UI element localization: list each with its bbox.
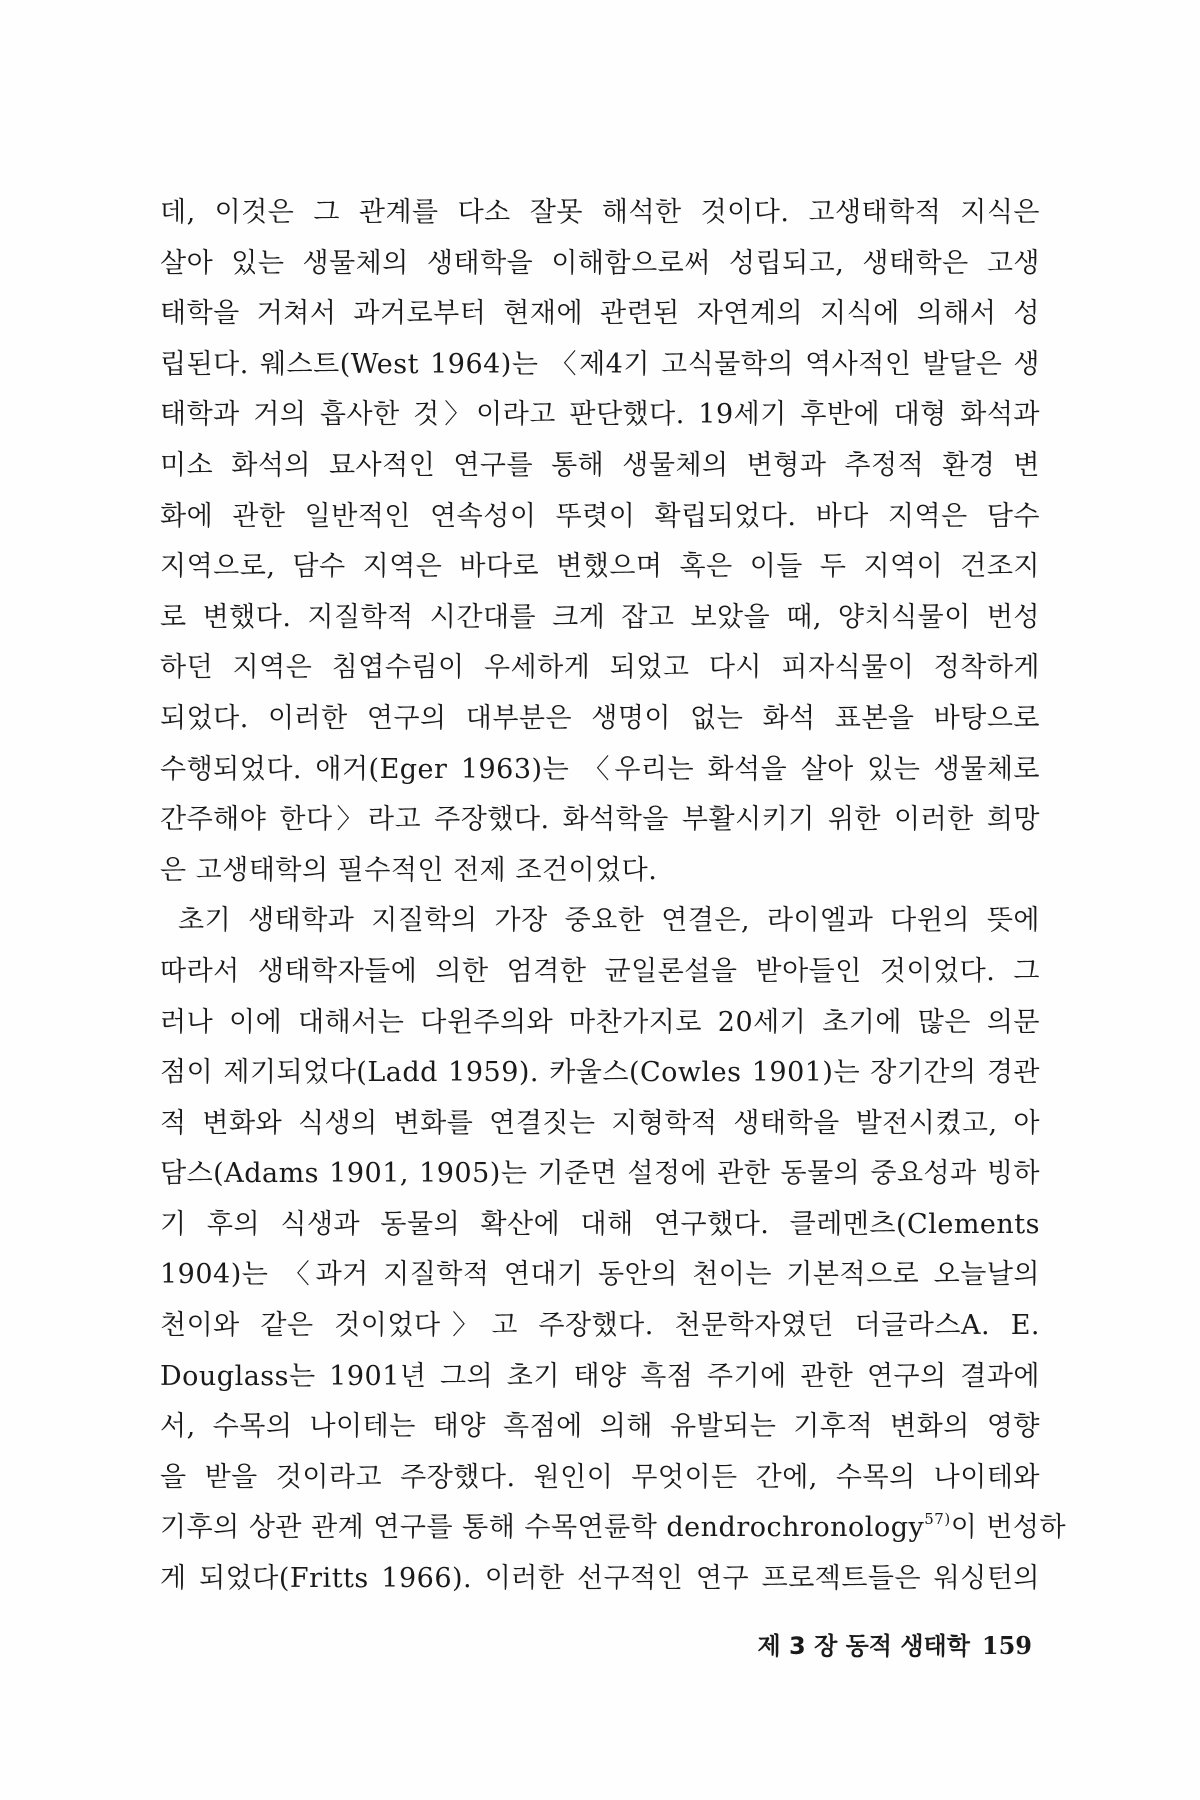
text-line: 하던 지역은 침엽수림이 우세하게 되었고 다시 피자식물이 정착하게 bbox=[160, 652, 1040, 684]
text-line: 점이 제기되었다(Ladd 1959). 카울스(Cowles 1901)는 장기간의 경관 bbox=[160, 1057, 1040, 1089]
running-chapter-title: 제 3 장 동적 생태학 bbox=[757, 1632, 970, 1660]
text-line: 립된다. 웨스트(West 1964)는 〈제4기 고식물학의 역사적인 발달은 생 bbox=[160, 348, 1040, 380]
text-line: 게 되었다(Fritts 1966). 이러한 선구적인 연구 프로젝트들은 워싱턴의 bbox=[160, 1563, 1040, 1595]
text-line: 러나 이에 대해서는 다윈주의와 마찬가지로 20세기 초기에 많은 의문 bbox=[160, 1006, 1040, 1038]
footnote-marker[interactable]: 57) bbox=[924, 1510, 951, 1529]
line-text: 이 번성하 bbox=[950, 1512, 1067, 1544]
text-line: 은 고생태학의 필수적인 전제 조건이었다. bbox=[160, 854, 658, 886]
text-line: 초기 생태학과 지질학의 가장 중요한 연결은, 라이엘과 다윈의 뜻에 bbox=[178, 905, 1040, 937]
line-text: 기후의 상관 관계 연구를 통해 수목연륜학 dendrochronology bbox=[160, 1512, 925, 1544]
text-line-with-footnote bbox=[160, 1503, 1067, 1554]
text-line: Douglass는 1901년 그의 초기 태양 흑점 주기에 관한 연구의 결과에 bbox=[160, 1360, 1040, 1392]
text-line: 되었다. 이러한 연구의 대부분은 생명이 없는 화석 표본을 바탕으로 bbox=[160, 702, 1040, 734]
text-line: 지역으로, 담수 지역은 바다로 변했으며 혹은 이들 두 지역이 건조지 bbox=[160, 551, 1040, 583]
text-line: 수행되었다. 애거(Eger 1963)는 〈우리는 화석을 살아 있는 생물체로 bbox=[160, 753, 1040, 785]
text-line: 천이와 같은 것이었다〉고 주장했다. 천문학자였던 더글라스A. E. bbox=[160, 1310, 1040, 1342]
text-line: 담스(Adams 1901, 1905)는 기준면 설정에 관한 동물의 중요성과 빙하 bbox=[160, 1158, 1040, 1190]
text-line: 을 받을 것이라고 주장했다. 원인이 무엇이든 간에, 수목의 나이테와 bbox=[160, 1461, 1040, 1493]
text-line: 1904)는 〈과거 지질학적 연대기 동안의 천이는 기본적으로 오늘날의 bbox=[160, 1259, 1040, 1291]
text-line: 간주해야 한다〉라고 주장했다. 화석학을 부활시키기 위한 이러한 희망 bbox=[160, 804, 1040, 836]
text-line: 서, 수목의 나이테는 태양 흑점에 의해 유발되는 기후적 변화의 영향 bbox=[160, 1411, 1040, 1443]
text-line: 적 변화와 식생의 변화를 연결짓는 지형학적 생태학을 발전시켰고, 아 bbox=[160, 1107, 1040, 1139]
text-line: 화에 관한 일반적인 연속성이 뚜렷이 확립되었다. 바다 지역은 담수 bbox=[160, 500, 1040, 532]
page-number: 159 bbox=[981, 1631, 1032, 1660]
text-line: 태학과 거의 흡사한 것〉이라고 판단했다. 19세기 후반에 대형 화석과 bbox=[160, 399, 1040, 431]
text-line: 데, 이것은 그 관계를 다소 잘못 해석한 것이다. 고생태학적 지식은 bbox=[160, 197, 1040, 228]
text-line: 미소 화석의 묘사적인 연구를 통해 생물체의 변형과 추정적 환경 변 bbox=[160, 449, 1040, 481]
body-text bbox=[160, 188, 1067, 1605]
paragraph-2 bbox=[160, 896, 1067, 1604]
paragraph-1 bbox=[160, 188, 1040, 896]
text-line: 기 후의 식생과 동물의 확산에 대해 연구했다. 클레멘츠(Clements bbox=[160, 1208, 1040, 1240]
text-line: 따라서 생태학자들에 의한 엄격한 균일론설을 받아들인 것이었다. 그 bbox=[160, 955, 1040, 987]
text-line: 살아 있는 생물체의 생태학을 이해함으로써 성립되고, 생태학은 고생 bbox=[160, 247, 1040, 279]
page-footer bbox=[757, 1626, 1032, 1661]
text-line: 로 변했다. 지질학적 시간대를 크게 잡고 보았을 때, 양치식물이 번성 bbox=[160, 601, 1040, 633]
text-line: 태학을 거쳐서 과거로부터 현재에 관련된 자연계의 지식에 의해서 성 bbox=[160, 298, 1040, 330]
